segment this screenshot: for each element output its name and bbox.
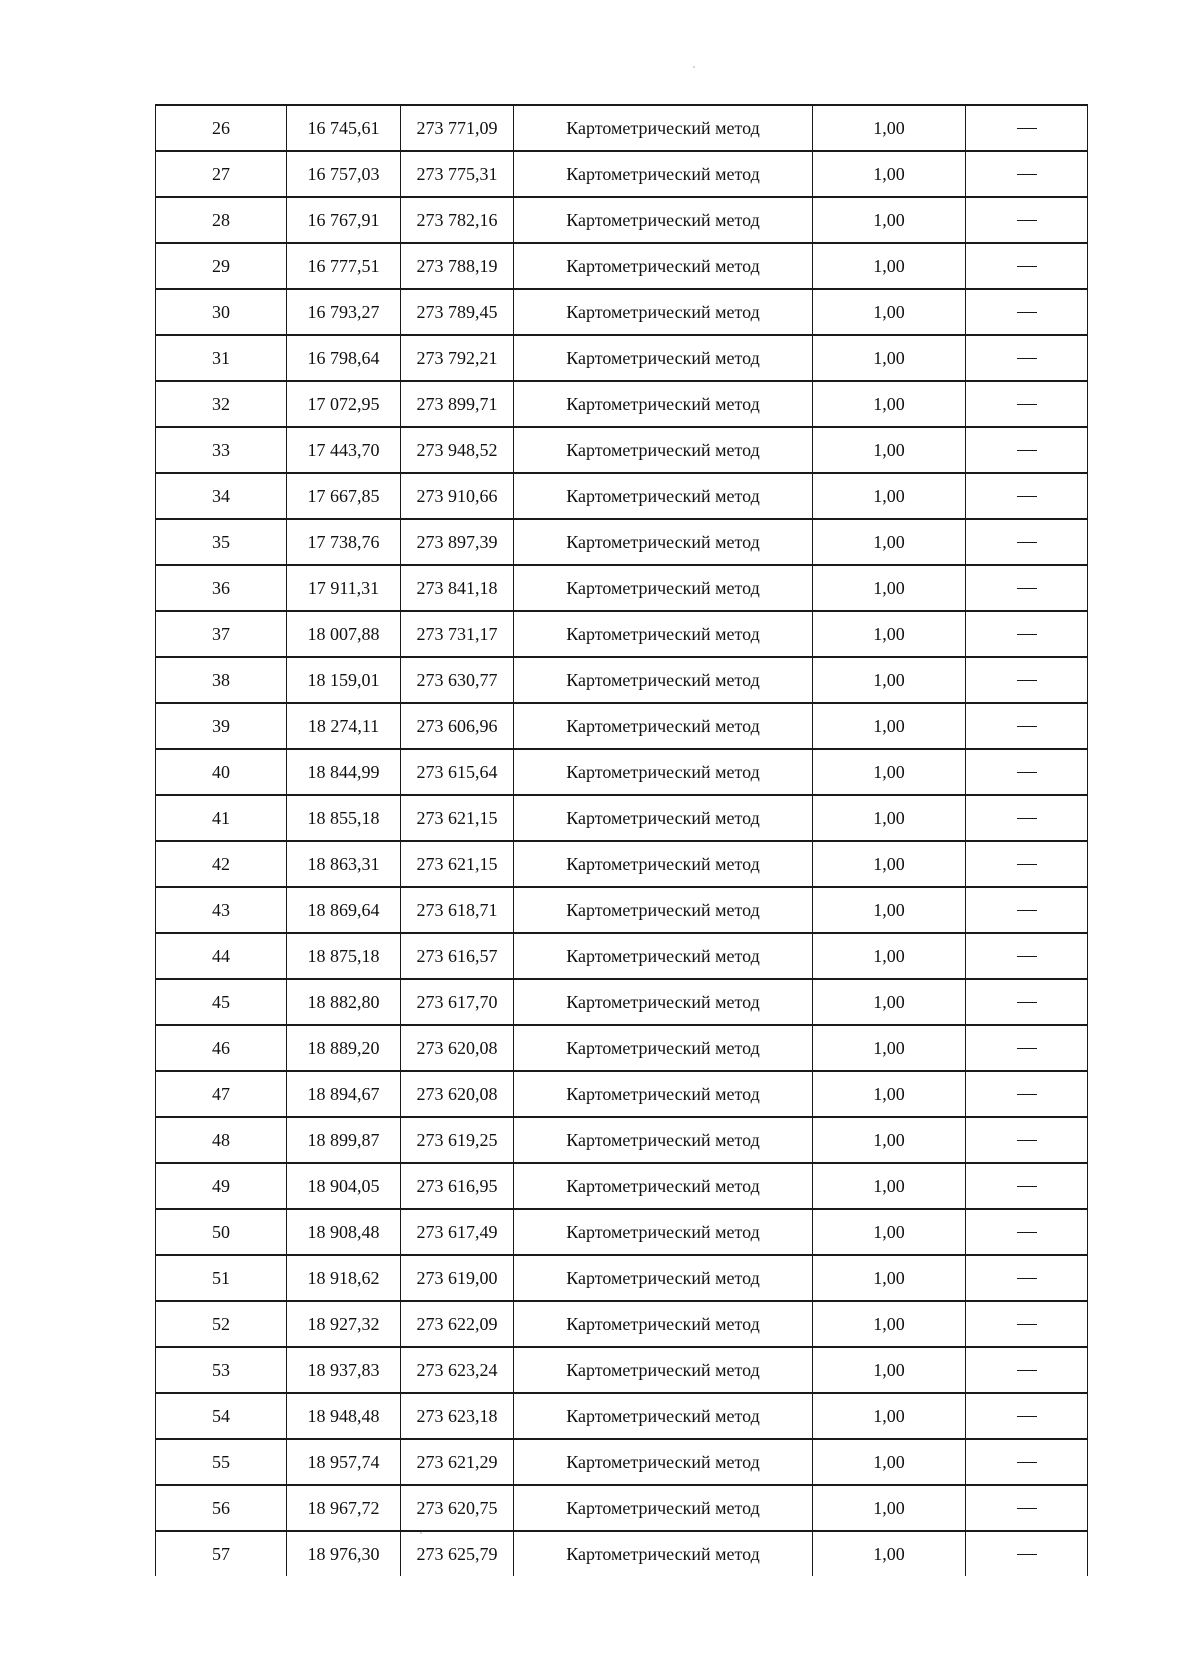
dash-mark: [1017, 772, 1037, 773]
description-cell: [966, 197, 1088, 243]
accuracy-cell: 1,00: [813, 657, 966, 703]
dash-mark: [1017, 312, 1037, 313]
y-coordinate-cell: 273 623,18: [401, 1393, 514, 1439]
accuracy-cell: 1,00: [813, 565, 966, 611]
description-cell: [966, 979, 1088, 1025]
x-coordinate-cell: 18 274,11: [287, 703, 401, 749]
y-coordinate-cell: 273 792,21: [401, 335, 514, 381]
method-cell: Картометрический метод: [514, 979, 813, 1025]
description-text: [1037, 947, 1038, 948]
table-row: [156, 933, 1088, 979]
x-coordinate-cell: 16 798,64: [287, 335, 401, 381]
point-number-cell: 28: [156, 197, 287, 243]
x-coordinate-cell: 18 904,05: [287, 1163, 401, 1209]
point-number-cell: 35: [156, 519, 287, 565]
point-number-cell: 37: [156, 611, 287, 657]
dash-mark: [1017, 1232, 1037, 1233]
table-row: [156, 1025, 1088, 1071]
accuracy-cell: 1,00: [813, 703, 966, 749]
table-row: [156, 289, 1088, 335]
method-cell: Картометрический метод: [514, 1393, 813, 1439]
scan-artifact: [420, 1532, 422, 1534]
accuracy-cell: 1,00: [813, 151, 966, 197]
dash-mark: [1017, 818, 1037, 819]
accuracy-cell: 1,00: [813, 1439, 966, 1485]
method-cell: Картометрический метод: [514, 795, 813, 841]
table-row: [156, 887, 1088, 933]
accuracy-cell: 1,00: [813, 887, 966, 933]
accuracy-cell: 1,00: [813, 243, 966, 289]
description-text: [1037, 1407, 1038, 1408]
accuracy-cell: 1,00: [813, 381, 966, 427]
x-coordinate-cell: 18 869,64: [287, 887, 401, 933]
dash-mark: [1017, 128, 1037, 129]
description-text: [1037, 1177, 1038, 1178]
x-coordinate-cell: 17 738,76: [287, 519, 401, 565]
accuracy-cell: 1,00: [813, 1531, 966, 1576]
table-row: [156, 749, 1088, 795]
method-cell: Картометрический метод: [514, 1071, 813, 1117]
accuracy-cell: 1,00: [813, 105, 966, 151]
x-coordinate-cell: 18 957,74: [287, 1439, 401, 1485]
point-number-cell: 34: [156, 473, 287, 519]
x-coordinate-cell: 18 927,32: [287, 1301, 401, 1347]
description-text: [1037, 303, 1038, 304]
description-text: [1037, 579, 1038, 580]
point-number-cell: 56: [156, 1485, 287, 1531]
table-row: [156, 1117, 1088, 1163]
description-cell: [966, 381, 1088, 427]
description-text: [1037, 1315, 1038, 1316]
description-cell: [966, 151, 1088, 197]
x-coordinate-cell: 18 976,30: [287, 1531, 401, 1576]
dash-mark: [1017, 1140, 1037, 1141]
accuracy-cell: 1,00: [813, 1209, 966, 1255]
accuracy-cell: 1,00: [813, 1071, 966, 1117]
description-text: [1037, 1269, 1038, 1270]
x-coordinate-cell: 18 007,88: [287, 611, 401, 657]
x-coordinate-cell: 16 767,91: [287, 197, 401, 243]
dash-mark: [1017, 1094, 1037, 1095]
dash-mark: [1017, 1002, 1037, 1003]
dash-mark: [1017, 588, 1037, 589]
dash-mark: [1017, 404, 1037, 405]
point-number-cell: 44: [156, 933, 287, 979]
x-coordinate-cell: 18 855,18: [287, 795, 401, 841]
x-coordinate-cell: 18 918,62: [287, 1255, 401, 1301]
x-coordinate-cell: 17 667,85: [287, 473, 401, 519]
y-coordinate-cell: 273 621,15: [401, 841, 514, 887]
description-cell: [966, 565, 1088, 611]
table-row: [156, 1393, 1088, 1439]
dash-mark: [1017, 496, 1037, 497]
y-coordinate-cell: 273 617,49: [401, 1209, 514, 1255]
description-cell: [966, 1117, 1088, 1163]
method-cell: Картометрический метод: [514, 841, 813, 887]
method-cell: Картометрический метод: [514, 565, 813, 611]
accuracy-cell: 1,00: [813, 197, 966, 243]
x-coordinate-cell: 18 882,80: [287, 979, 401, 1025]
dash-mark: [1017, 1370, 1037, 1371]
description-text: [1037, 763, 1038, 764]
table-row: [156, 381, 1088, 427]
x-coordinate-cell: 17 072,95: [287, 381, 401, 427]
description-cell: [966, 335, 1088, 381]
accuracy-cell: 1,00: [813, 289, 966, 335]
accuracy-cell: 1,00: [813, 473, 966, 519]
dash-mark: [1017, 450, 1037, 451]
method-cell: Картометрический метод: [514, 611, 813, 657]
accuracy-cell: 1,00: [813, 1485, 966, 1531]
description-cell: [966, 749, 1088, 795]
description-cell: [966, 243, 1088, 289]
point-number-cell: 29: [156, 243, 287, 289]
dash-mark: [1017, 864, 1037, 865]
dash-mark: [1017, 1416, 1037, 1417]
accuracy-cell: 1,00: [813, 1117, 966, 1163]
method-cell: Картометрический метод: [514, 1025, 813, 1071]
dash-mark: [1017, 634, 1037, 635]
description-text: [1037, 257, 1038, 258]
description-text: [1037, 1453, 1038, 1454]
x-coordinate-cell: 18 875,18: [287, 933, 401, 979]
table-row: [156, 1209, 1088, 1255]
accuracy-cell: 1,00: [813, 611, 966, 657]
accuracy-cell: 1,00: [813, 979, 966, 1025]
table-row: [156, 1301, 1088, 1347]
table-row: [156, 427, 1088, 473]
description-cell: [966, 795, 1088, 841]
table-row: [156, 611, 1088, 657]
description-text: [1037, 901, 1038, 902]
table-row: [156, 243, 1088, 289]
x-coordinate-cell: 18 159,01: [287, 657, 401, 703]
method-cell: Картометрический метод: [514, 703, 813, 749]
accuracy-cell: 1,00: [813, 1393, 966, 1439]
description-text: [1037, 1499, 1038, 1500]
x-coordinate-cell: 18 908,48: [287, 1209, 401, 1255]
description-cell: [966, 703, 1088, 749]
point-number-cell: 40: [156, 749, 287, 795]
description-cell: [966, 105, 1088, 151]
method-cell: Картометрический метод: [514, 427, 813, 473]
y-coordinate-cell: 273 622,09: [401, 1301, 514, 1347]
dash-mark: [1017, 910, 1037, 911]
point-number-cell: 26: [156, 105, 287, 151]
table-row: [156, 841, 1088, 887]
x-coordinate-cell: 17 443,70: [287, 427, 401, 473]
accuracy-cell: 1,00: [813, 1347, 966, 1393]
accuracy-cell: 1,00: [813, 335, 966, 381]
table-row: [156, 565, 1088, 611]
x-coordinate-cell: 18 937,83: [287, 1347, 401, 1393]
method-cell: Картометрический метод: [514, 473, 813, 519]
point-number-cell: 49: [156, 1163, 287, 1209]
point-number-cell: 45: [156, 979, 287, 1025]
method-cell: Картометрический метод: [514, 243, 813, 289]
dash-mark: [1017, 956, 1037, 957]
point-number-cell: 30: [156, 289, 287, 335]
accuracy-cell: 1,00: [813, 1163, 966, 1209]
y-coordinate-cell: 273 775,31: [401, 151, 514, 197]
description-text: [1037, 717, 1038, 718]
description-text: [1037, 165, 1038, 166]
table-row: [156, 335, 1088, 381]
point-number-cell: 36: [156, 565, 287, 611]
y-coordinate-cell: 273 621,15: [401, 795, 514, 841]
dash-mark: [1017, 1324, 1037, 1325]
point-number-cell: 31: [156, 335, 287, 381]
table-row: [156, 1163, 1088, 1209]
method-cell: Картометрический метод: [514, 1209, 813, 1255]
boundary-points-table: [155, 104, 1088, 1576]
dash-mark: [1017, 358, 1037, 359]
method-cell: Картометрический метод: [514, 1163, 813, 1209]
dash-mark: [1017, 1462, 1037, 1463]
point-number-cell: 41: [156, 795, 287, 841]
table-row: [156, 1439, 1088, 1485]
dash-mark: [1017, 1186, 1037, 1187]
y-coordinate-cell: 273 623,24: [401, 1347, 514, 1393]
dash-mark: [1017, 1554, 1037, 1555]
accuracy-cell: 1,00: [813, 749, 966, 795]
dash-mark: [1017, 726, 1037, 727]
point-number-cell: 50: [156, 1209, 287, 1255]
point-number-cell: 38: [156, 657, 287, 703]
dash-mark: [1017, 220, 1037, 221]
description-cell: [966, 1209, 1088, 1255]
table-row: [156, 979, 1088, 1025]
table-row: [156, 703, 1088, 749]
description-cell: [966, 1531, 1088, 1576]
accuracy-cell: 1,00: [813, 841, 966, 887]
x-coordinate-cell: 18 967,72: [287, 1485, 401, 1531]
method-cell: Картометрический метод: [514, 749, 813, 795]
y-coordinate-cell: 273 788,19: [401, 243, 514, 289]
y-coordinate-cell: 273 841,18: [401, 565, 514, 611]
x-coordinate-cell: 18 889,20: [287, 1025, 401, 1071]
point-number-cell: 33: [156, 427, 287, 473]
description-text: [1037, 625, 1038, 626]
point-number-cell: 54: [156, 1393, 287, 1439]
x-coordinate-cell: 16 745,61: [287, 105, 401, 151]
method-cell: Картометрический метод: [514, 1301, 813, 1347]
x-coordinate-cell: 16 777,51: [287, 243, 401, 289]
dash-mark: [1017, 680, 1037, 681]
table-row: [156, 657, 1088, 703]
table-row: [156, 795, 1088, 841]
table-row: [156, 151, 1088, 197]
y-coordinate-cell: 273 620,75: [401, 1485, 514, 1531]
description-text: [1037, 119, 1038, 120]
y-coordinate-cell: 273 620,08: [401, 1025, 514, 1071]
description-text: [1037, 533, 1038, 534]
y-coordinate-cell: 273 619,25: [401, 1117, 514, 1163]
table-row: [156, 1531, 1088, 1576]
description-cell: [966, 841, 1088, 887]
accuracy-cell: 1,00: [813, 933, 966, 979]
method-cell: Картометрический метод: [514, 1347, 813, 1393]
point-number-cell: 47: [156, 1071, 287, 1117]
description-cell: [966, 1163, 1088, 1209]
y-coordinate-cell: 273 897,39: [401, 519, 514, 565]
point-number-cell: 51: [156, 1255, 287, 1301]
method-cell: Картометрический метод: [514, 289, 813, 335]
dash-mark: [1017, 542, 1037, 543]
method-cell: Картометрический метод: [514, 1439, 813, 1485]
table-row: [156, 1255, 1088, 1301]
dash-mark: [1017, 1048, 1037, 1049]
dash-mark: [1017, 1278, 1037, 1279]
method-cell: Картометрический метод: [514, 381, 813, 427]
x-coordinate-cell: 16 793,27: [287, 289, 401, 335]
method-cell: Картометрический метод: [514, 933, 813, 979]
description-text: [1037, 395, 1038, 396]
accuracy-cell: 1,00: [813, 1255, 966, 1301]
dash-mark: [1017, 266, 1037, 267]
description-cell: [966, 1439, 1088, 1485]
method-cell: Картометрический метод: [514, 105, 813, 151]
description-cell: [966, 427, 1088, 473]
x-coordinate-cell: 18 899,87: [287, 1117, 401, 1163]
y-coordinate-cell: 273 731,17: [401, 611, 514, 657]
method-cell: Картометрический метод: [514, 335, 813, 381]
description-text: [1037, 487, 1038, 488]
point-number-cell: 32: [156, 381, 287, 427]
description-text: [1037, 1545, 1038, 1546]
description-text: [1037, 1085, 1038, 1086]
accuracy-cell: 1,00: [813, 1301, 966, 1347]
x-coordinate-cell: 17 911,31: [287, 565, 401, 611]
y-coordinate-cell: 273 616,57: [401, 933, 514, 979]
description-text: [1037, 441, 1038, 442]
point-number-cell: 46: [156, 1025, 287, 1071]
point-number-cell: 43: [156, 887, 287, 933]
point-number-cell: 55: [156, 1439, 287, 1485]
y-coordinate-cell: 273 618,71: [401, 887, 514, 933]
accuracy-cell: 1,00: [813, 1025, 966, 1071]
method-cell: Картометрический метод: [514, 197, 813, 243]
description-cell: [966, 1485, 1088, 1531]
method-cell: Картометрический метод: [514, 151, 813, 197]
table-body: [156, 105, 1088, 1576]
point-number-cell: 52: [156, 1301, 287, 1347]
description-cell: [966, 1393, 1088, 1439]
method-cell: Картометрический метод: [514, 1531, 813, 1576]
y-coordinate-cell: 273 630,77: [401, 657, 514, 703]
method-cell: Картометрический метод: [514, 1485, 813, 1531]
description-text: [1037, 211, 1038, 212]
description-text: [1037, 1131, 1038, 1132]
y-coordinate-cell: 273 910,66: [401, 473, 514, 519]
y-coordinate-cell: 273 616,95: [401, 1163, 514, 1209]
method-cell: Картометрический метод: [514, 1117, 813, 1163]
description-text: [1037, 809, 1038, 810]
table-row: [156, 1071, 1088, 1117]
y-coordinate-cell: 273 606,96: [401, 703, 514, 749]
description-text: [1037, 1361, 1038, 1362]
description-text: [1037, 993, 1038, 994]
description-cell: [966, 1255, 1088, 1301]
method-cell: Картометрический метод: [514, 887, 813, 933]
description-text: [1037, 671, 1038, 672]
description-cell: [966, 611, 1088, 657]
description-cell: [966, 1071, 1088, 1117]
point-number-cell: 48: [156, 1117, 287, 1163]
description-cell: [966, 1025, 1088, 1071]
y-coordinate-cell: 273 899,71: [401, 381, 514, 427]
y-coordinate-cell: 273 948,52: [401, 427, 514, 473]
description-text: [1037, 855, 1038, 856]
table-row: [156, 519, 1088, 565]
x-coordinate-cell: 16 757,03: [287, 151, 401, 197]
y-coordinate-cell: 273 771,09: [401, 105, 514, 151]
y-coordinate-cell: 273 620,08: [401, 1071, 514, 1117]
x-coordinate-cell: 18 863,31: [287, 841, 401, 887]
description-cell: [966, 933, 1088, 979]
method-cell: Картометрический метод: [514, 657, 813, 703]
description-text: [1037, 349, 1038, 350]
table-row: [156, 1485, 1088, 1531]
x-coordinate-cell: 18 844,99: [287, 749, 401, 795]
dash-mark: [1017, 1508, 1037, 1509]
table-row: [156, 197, 1088, 243]
point-number-cell: 39: [156, 703, 287, 749]
x-coordinate-cell: 18 894,67: [287, 1071, 401, 1117]
point-number-cell: 53: [156, 1347, 287, 1393]
table-row: [156, 105, 1088, 151]
description-text: [1037, 1039, 1038, 1040]
description-text: [1037, 1223, 1038, 1224]
accuracy-cell: 1,00: [813, 795, 966, 841]
y-coordinate-cell: 273 615,64: [401, 749, 514, 795]
point-number-cell: 42: [156, 841, 287, 887]
y-coordinate-cell: 273 617,70: [401, 979, 514, 1025]
y-coordinate-cell: 273 619,00: [401, 1255, 514, 1301]
dash-mark: [1017, 174, 1037, 175]
description-cell: [966, 1347, 1088, 1393]
table-row: [156, 473, 1088, 519]
y-coordinate-cell: 273 789,45: [401, 289, 514, 335]
point-number-cell: 27: [156, 151, 287, 197]
description-cell: [966, 519, 1088, 565]
description-cell: [966, 289, 1088, 335]
y-coordinate-cell: 273 621,29: [401, 1439, 514, 1485]
method-cell: Картометрический метод: [514, 1255, 813, 1301]
method-cell: Картометрический метод: [514, 519, 813, 565]
y-coordinate-cell: 273 782,16: [401, 197, 514, 243]
x-coordinate-cell: 18 948,48: [287, 1393, 401, 1439]
point-number-cell: 57: [156, 1531, 287, 1576]
description-cell: [966, 657, 1088, 703]
description-cell: [966, 473, 1088, 519]
scan-artifact: [693, 66, 695, 68]
description-cell: [966, 887, 1088, 933]
accuracy-cell: 1,00: [813, 519, 966, 565]
accuracy-cell: 1,00: [813, 427, 966, 473]
y-coordinate-cell: 273 625,79: [401, 1531, 514, 1576]
table-row: [156, 1347, 1088, 1393]
description-cell: [966, 1301, 1088, 1347]
